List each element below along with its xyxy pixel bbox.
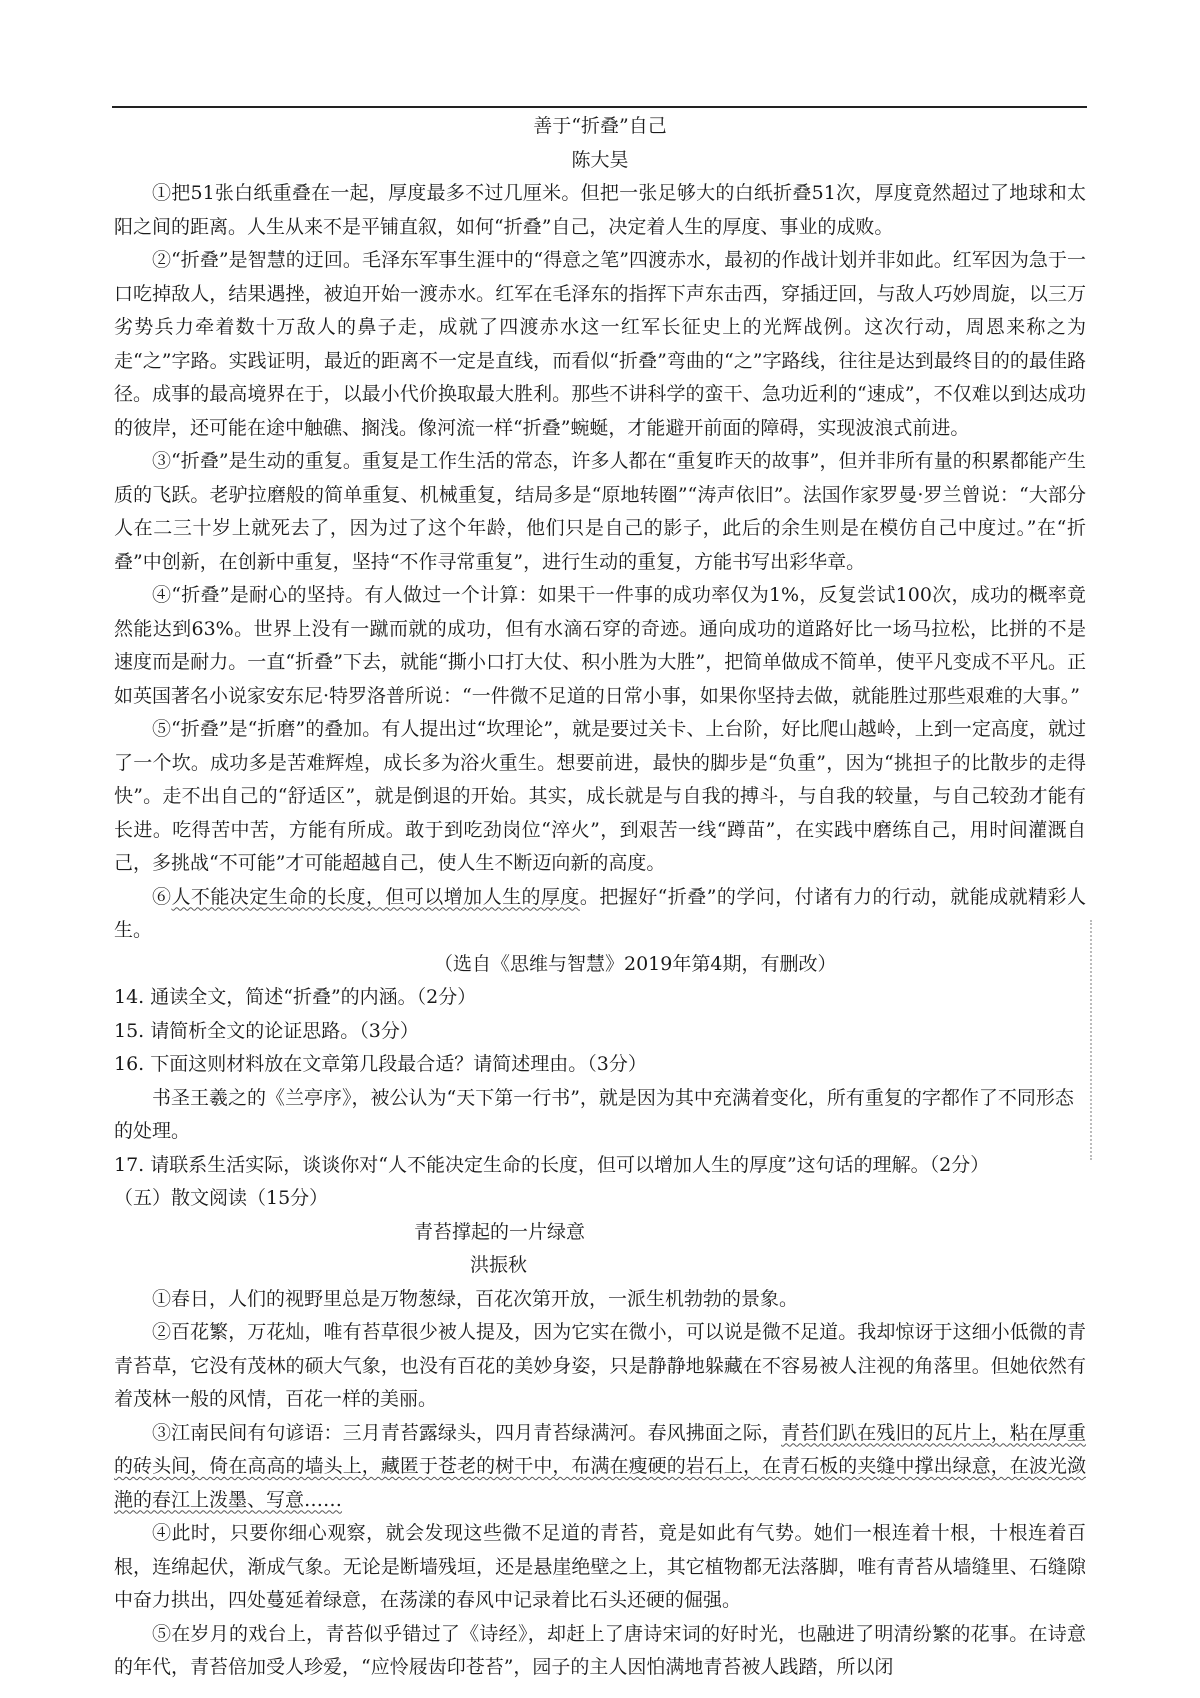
article-paragraph-1: ①把51张白纸重叠在一起，厚度最多不过几厘米。但把一张足够大的白纸折叠51次，厚度竟然超过了地球和太阳之间的距离。人生从来不是平铺直叙，如何“折叠”自己，决定着人生的厚度、事业的成败。 [114, 182, 1086, 238]
essay-underlined-passage: 青苔们趴在残旧的瓦片上，粘在厚重的砖头间，倚在高高的墙头上，藏匿于苍老的树干中，布满在瘦硬的岩石上，在青石板的夹缝中撑出绿意，在波光潋滟的春江上泼墨、写意…… [114, 1421, 1086, 1511]
section-heading: （五）散文阅读（15分） [114, 1187, 329, 1209]
essay-paragraph-4: ④此时，只要你细心观察，就会发现这些微不足道的青苔，竟是如此有气势。她们一根连着十根，十根连着百根，连绵起伏，渐成气象。无论是断墙残垣，还是悬崖绝壁之上，其它植物都无法落脚，唯有青苔从墙缝里、石缝隙中奋力拱出，四处蔓延着绿意，在荡漾的春风中记录着比石头还硬的倔强。 [114, 1522, 1086, 1611]
essay-paragraph-3 [114, 1417, 1086, 1518]
essay-author: 洪振秋 [470, 1254, 528, 1276]
question-16: 16. 下面这则材料放在文章第几段最合适？请简述理由。（3分） [114, 1053, 647, 1075]
margin-dotted-line [1090, 920, 1095, 1160]
essay-paragraph-3-start: ③江南民间有句谚语：三月青苔露绿头，四月青苔绿满河。春风拂面之际， [152, 1421, 782, 1444]
essay-title: 青苔撑起的一片绿意 [414, 1220, 586, 1243]
article-paragraph-2: ②“折叠”是智慧的迂回。毛泽东军事生涯中的“得意之笔”四渡赤水，最初的作战计划并非如此。红军因为急于一口吃掉敌人，结果遇挫，被迫开始一渡赤水。红军在毛泽东的指挥下声东击西，穿插迂回，与敌人巧妙周旋，以三万劣势兵力牵着数十万敌人的鼻子走，成就了四渡赤水这一红军长征史上的光辉战例。这次行动，周恩来称之为走“之”字路。实践证明，最近的距离不一定是直线，而看似“折叠”弯曲的“之”字路线，往往是达到最终目的的最佳路径。成事的最高境界在于，以最小代价换取最大胜利。那些不讲科学的蛮干、急功近利的“速成”，不仅难以到达成功的彼岸，还可能在途中触礁、搁浅。像河流一样“折叠”蜿蜒，才能避开前面的障碍，实现波浪式前进。 [114, 249, 1086, 439]
essay-paragraph-1: ①春日，人们的视野里总是万物葱绿，百花次第开放，一派生机勃勃的景象。 [152, 1287, 799, 1310]
article-source: （选自《思维与智慧》2019年第4期，有删改） [434, 952, 837, 975]
article-paragraph-3: ③“折叠”是生动的重复。重复是工作生活的常态，许多人都在“重复昨天的故事”，但并非所有量的积累都能产生质的飞跃。老驴拉磨般的简单重复、机械重复，结局多是“原地转圈”“涛声依旧”。法国作家罗曼·罗兰曾说：“大部分人在二三十岁上就死去了，因为过了这个年龄，他们只是自己的影子，此后的余生则是在模仿自己中度过。”在“折叠”中创新，在创新中重复，坚持“不作寻常重复”，进行生动的重复，方能书写出彩华章。 [114, 450, 1086, 573]
essay-paragraph-5: ⑤在岁月的戏台上，青苔似乎错过了《诗经》，却赶上了唐诗宋词的好时光，也融进了明清纷繁的花事。在诗意的年代，青苔倍加受人珍爱，“应怜屐齿印苍苔”，园子的主人因怕满地青苔被人践踏，所以闭 [114, 1622, 1086, 1678]
question-14: 14. 通读全文，简述“折叠”的内涵。（2分） [114, 986, 477, 1008]
top-rule [112, 106, 1087, 108]
essay-paragraph-2: ②百花繁，万花灿，唯有苔草很少被人提及，因为它实在微小，可以说是微不足道。我却惊讶于这细小低微的青青苔草，它没有茂林的硕大气象，也没有百花的美妙身姿，只是静静地躲藏在不容易被人注视的角落里。但她依然有着茂林一般的风情，百花一样的美丽。 [114, 1321, 1086, 1410]
article-author: 陈大昊 [571, 148, 629, 171]
article-paragraph-5: ⑤“折叠”是“折磨”的叠加。有人提出过“坎理论”，就是要过关卡、上台阶，好比爬山越岭，上到一定高度，就过了一个坎。成功多是苦难辉煌，成长多为浴火重生。想要前进，最快的脚步是“负重”，因为“挑担子的比散步的走得快”。走不出自己的“舒适区”，就是倒退的开始。其实，成长就是与自我的搏斗，与自我的较量，与自己较劲才能有长进。吃得苦中苦，方能有所成。敢于到吃劲岗位“淬火”，到艰苦一线“蹲苗”，在实践中磨练自己，用时间灌溉自己，多挑战“不可能”才可能超越自己，使人生不断迈向新的高度。 [114, 718, 1086, 874]
underlined-sentence: 人不能决定生命的长度，但可以增加人生的厚度 [171, 885, 580, 908]
article-title: 善于“折叠”自己 [533, 115, 667, 137]
article-paragraph-6 [114, 881, 1086, 948]
question-15: 15. 请简析全文的论证思路。（3分） [114, 1019, 419, 1042]
article-paragraph-4: ④“折叠”是耐心的坚持。有人做过一个计算：如果干一件事的成功率仅为1%，反复尝试100次，成功的概率竟然能达到63%。世界上没有一蹴而就的成功，但有水滴石穿的奇迹。通向成功的道路好比一场马拉松，比拼的不是速度而是耐力。一直“折叠”下去，就能“撕小口打大仗、积小胜为大胜”，把简单做成不简单，使平凡变成不平凡。正如英国著名小说家安东尼·特罗洛普所说：“一件微不足道的日常小事，如果你坚持去做，就能胜过那些艰难的大事。” [114, 584, 1086, 707]
question-16-material: 书圣王羲之的《兰亭序》，被公认为“天下第一行书”，就是因为其中充满着变化，所有重复的字都作了不同形态的处理。 [114, 1086, 1074, 1142]
question-17: 17. 请联系生活实际，谈谈你对“人不能决定生命的长度，但可以增加人生的厚度”这句话的理解。（2分） [114, 1153, 990, 1176]
page-content [114, 110, 1086, 1685]
paragraph-6-number: ⑥ [152, 885, 172, 908]
paragraph-6-rest: 。把握好“折叠”的学问，付诸有力的行动，就能成就精彩人生。 [114, 885, 1086, 941]
